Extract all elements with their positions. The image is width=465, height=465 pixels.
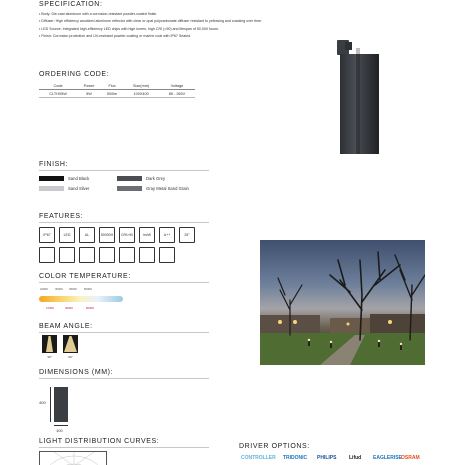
- light-distribution-title: LIGHT DISTRIBUTION CURVES:: [39, 438, 160, 445]
- ct-label-5000k: 5000K: [84, 287, 93, 291]
- swatch-sand-black: [39, 176, 64, 181]
- header-flux: Flux: [101, 82, 124, 90]
- table-row: [39, 90, 195, 98]
- finish-title: FINISH:: [39, 161, 69, 168]
- energy-class-icon: [159, 227, 175, 243]
- feature-label: 25°: [184, 233, 190, 237]
- dimension-width-line: [54, 425, 68, 426]
- header-power: Power: [77, 82, 101, 90]
- product-edge-shadow: [356, 48, 360, 154]
- features-divider: [39, 222, 209, 223]
- ip-rating-icon: [39, 227, 55, 243]
- ct-label-2200k: 2200K: [40, 287, 49, 291]
- ordering-table: [39, 82, 195, 98]
- color-temperature-title: COLOR TEMPERATURE:: [39, 273, 131, 280]
- specification-list: [39, 12, 324, 42]
- swatch-dark-grey: [117, 176, 142, 181]
- color-temperature-divider: [39, 282, 209, 283]
- driver-logo-eaglerise: EAGLERISE: [373, 455, 402, 461]
- led-chip-icon: [59, 227, 75, 243]
- beam-60-image: [63, 335, 78, 353]
- beam-60-label: 60°: [68, 355, 73, 359]
- feature-label: LED: [63, 233, 71, 237]
- feature-label: IP67: [43, 233, 51, 237]
- spec-finish: • Finish: Corrosion protection and UV-resistant powder coating or marine coat with IP67 Sealed.: [39, 34, 192, 39]
- product-lens: [345, 42, 352, 50]
- dimensions-title: DIMENSIONS (MM):: [39, 369, 114, 376]
- ordering-title: ORDERING CODE:: [39, 71, 110, 78]
- voltage-icon: [119, 247, 135, 263]
- ct-label-3000k: 3000K: [55, 287, 64, 291]
- swatch-gray-metal: [117, 186, 142, 191]
- light-distribution-chart: [39, 451, 107, 465]
- specification-title: SPECIFICATION:: [39, 1, 103, 8]
- feature-label: 50000H: [100, 233, 114, 237]
- beam-30-label: 30°: [47, 355, 52, 359]
- dimension-height: 400: [39, 400, 46, 405]
- finish-divider: [39, 170, 209, 171]
- beam-angle-title: BEAM ANGLE:: [39, 323, 93, 330]
- driver-logo-lifud: Lifud: [349, 455, 362, 461]
- efficiency-icon: [139, 227, 155, 243]
- no-uv-icon: [99, 247, 115, 263]
- cell-flux: 500lm: [101, 90, 124, 98]
- swatch-sand-silver: [39, 186, 64, 191]
- swatch-label-dark-grey: Dark Grey: [146, 176, 166, 181]
- swatch-label-gray-metal: Gray Metal Sand Grain: [146, 186, 189, 191]
- cell-size: 100X400: [123, 90, 159, 98]
- aluminum-icon: [79, 227, 95, 243]
- cri-icon: [119, 227, 135, 243]
- certification-icon: [159, 247, 175, 263]
- driver-logo-philips: PHILIPS: [317, 455, 337, 461]
- beam-30-icon: [42, 335, 57, 353]
- cell-code: CLTH05W: [39, 90, 77, 98]
- beam-30-image: [42, 335, 57, 353]
- ct-label-6000k: 6000K: [86, 306, 95, 310]
- angle-icon: [179, 227, 195, 243]
- beam-angle-divider: [39, 332, 209, 333]
- dimension-height-line: [50, 387, 51, 422]
- installation-photo-scene: [260, 240, 425, 365]
- header-code: Code: [39, 82, 77, 90]
- table-header-row: [39, 82, 195, 90]
- color-temperature-bar: [39, 296, 123, 302]
- dimension-drawing: [54, 387, 68, 422]
- driver-logo-controller: CONTROLLER: [241, 455, 276, 461]
- feature-label: lm/W: [143, 233, 151, 237]
- driver-options-title: DRIVER OPTIONS:: [239, 443, 310, 450]
- feature-label: CRI>90: [121, 233, 133, 237]
- lifespan-icon: [99, 227, 115, 243]
- swatch-label-sand-black: Sand Black: [68, 176, 90, 181]
- surge-icon: [39, 247, 55, 263]
- dimension-width: 100: [56, 428, 63, 433]
- header-voltage: Voltage: [159, 82, 195, 90]
- swatch-label-sand-silver: Sand Silver: [68, 186, 90, 191]
- ct-label-4000k: 4000K: [65, 306, 74, 310]
- waterproof-icon: [79, 247, 95, 263]
- features-title: FEATURES:: [39, 213, 84, 220]
- cell-voltage: 85 - 265V: [159, 90, 195, 98]
- spec-diffuser: • Diffuser: High efficiency anodized aluminum reflector with clear or opal polycarbonate diffuser resistant to yellowing and cracking over time.: [39, 19, 262, 24]
- dimensions-divider: [39, 378, 209, 379]
- ct-label-2700k: 2700K: [46, 306, 55, 310]
- light-distribution-divider: [39, 447, 209, 448]
- beam-60-icon: [63, 335, 78, 353]
- polar-curve-graphic: [40, 452, 107, 465]
- ct-label-3500k: 3500K: [69, 287, 78, 291]
- spec-led-source: • LED Source: Integrated high-efficiency LED chips with high lumen, high CRI (>90) and lifespan of 50,000 hours.: [39, 26, 219, 31]
- feature-label: AL: [84, 233, 90, 237]
- spec-body: • Body: Die-cast aluminum with a corrosion-resistant powder-coated finish.: [39, 12, 158, 16]
- feature-label: A++: [163, 233, 171, 237]
- dimming-icon: [59, 247, 75, 263]
- cell-power: 5W: [77, 90, 101, 98]
- temperature-icon: [139, 247, 155, 263]
- header-size: Size(mm): [123, 82, 159, 90]
- installation-photo: [260, 240, 425, 365]
- driver-logo-osram: OSRAM: [401, 455, 420, 461]
- driver-logo-tridonic: TRIDONIC: [283, 455, 308, 461]
